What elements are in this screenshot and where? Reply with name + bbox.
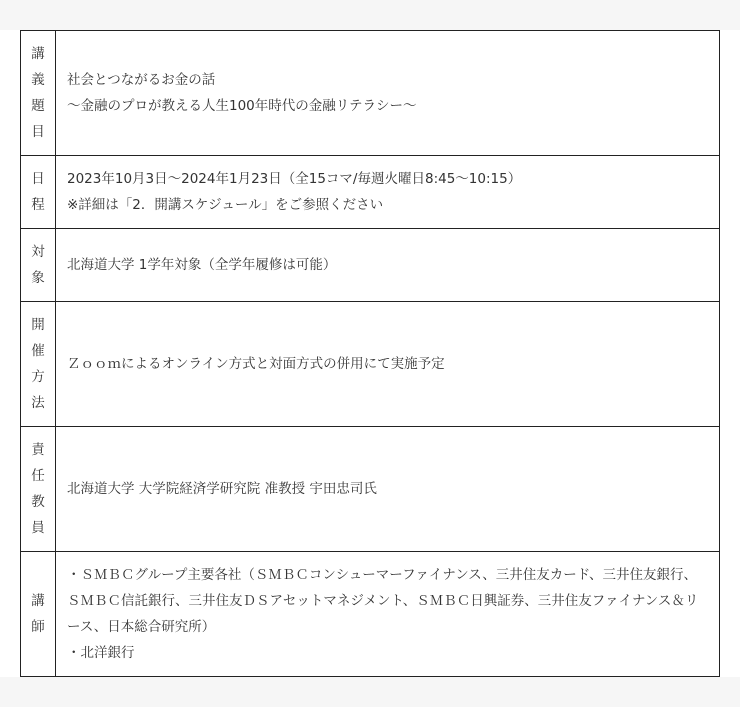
row-label (21, 229, 56, 302)
responsible-instructor: 北海道大学 大学院経済学研究院 准教授 宇田忠司氏 (67, 481, 377, 497)
label-char: 象 (31, 270, 45, 286)
row-content (56, 427, 720, 552)
table-row-lecturers (21, 552, 720, 677)
label-char: 法 (31, 395, 45, 411)
row-content (56, 552, 720, 677)
label-char: 義 (31, 72, 45, 88)
row-content (56, 31, 720, 156)
row-label (21, 156, 56, 229)
label-char: 開 (31, 317, 45, 333)
target-audience: 北海道大学 1学年対象（全学年履修は可能） (67, 257, 337, 273)
lecturer-smbc-group: ・ＳＭＢＣグループ主要各社（ＳＭＢＣコンシューマーファイナンス、三井住友カード、三井住友銀行、ＳＭＢＣ信託銀行、三井住友ＤＳアセットマネジメント、ＳＭＢＣ日興証券、三井住友ファイナンス＆リース、日本総合研究所） (67, 567, 699, 635)
label-char: 師 (31, 619, 45, 635)
label-char: 日 (31, 171, 45, 187)
label-char: 責 (31, 442, 45, 458)
label-char: 方 (31, 369, 45, 385)
row-content (56, 156, 720, 229)
table-row-course-title (21, 31, 720, 156)
row-label (21, 427, 56, 552)
label-char: 程 (31, 197, 45, 213)
label-char: 講 (31, 593, 45, 609)
row-label (21, 31, 56, 156)
label-char: 講 (31, 46, 45, 62)
table-row-schedule (21, 156, 720, 229)
row-content (56, 229, 720, 302)
label-char: 題 (31, 98, 45, 114)
row-content (56, 302, 720, 427)
label-char: 員 (31, 520, 45, 536)
label-char: 教 (31, 494, 45, 510)
table-row-instructor (21, 427, 720, 552)
document-sheet (0, 30, 740, 677)
row-label (21, 552, 56, 677)
course-info-table (20, 30, 720, 677)
table-row-format (21, 302, 720, 427)
format-description: Ｚｏｏｍによるオンライン方式と対面方式の併用にて実施予定 (67, 356, 445, 372)
label-char: 任 (31, 468, 45, 484)
lecturer-hokuyo-bank: ・北洋銀行 (67, 645, 135, 661)
row-label (21, 302, 56, 427)
schedule-note: ※詳細は「2．開講スケジュール」をご参照ください (67, 197, 384, 213)
label-char: 催 (31, 343, 45, 359)
label-char: 目 (31, 124, 45, 140)
table-row-target (21, 229, 720, 302)
schedule-dates: 2023年10月3日～2024年1月23日（全15コマ/毎週火曜日8:45～10:15） (67, 171, 522, 187)
course-subtitle: ～金融のプロが教える人生100年時代の金融リテラシー～ (67, 98, 417, 114)
course-title: 社会とつながるお金の話 (67, 72, 216, 88)
label-char: 対 (31, 244, 45, 260)
